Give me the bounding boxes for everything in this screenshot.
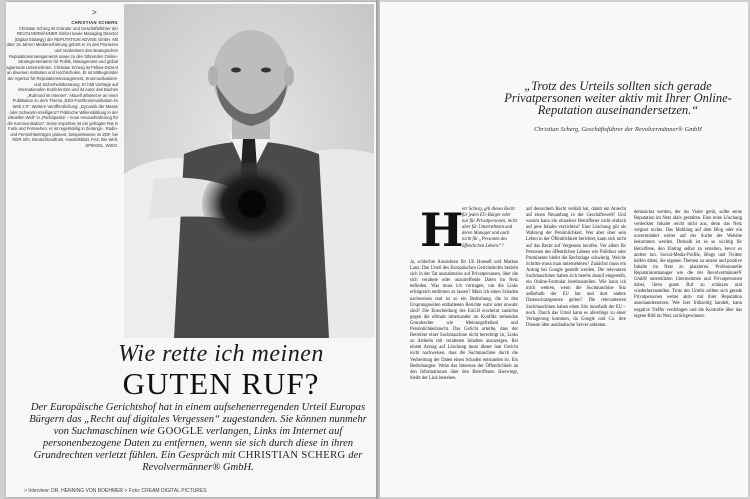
article-column-1 xyxy=(410,260,518,384)
teaser-text xyxy=(22,402,374,474)
teaser-part2: verlangen, Links im Internet auf personenbezogene Daten zu entfernen, wenn sie sich durch diese in ihren Grundrechten verletzt fühlen. Ein Gespräch mit xyxy=(33,426,354,461)
column-3-text: demnächst werden, der ins Visier gerät, sollte seine Reputation im Netz aktiv gestalten. Eine reine Löschung verdeckter Inhalte reicht nicht aus, denn das Netz vergisst nichts. Das Mobbing auf dem Blog oder ein unvermindert weiter auf der Suche der Website bekommen werden. Deshalb ist es so wichtig für Betroffene, den Eintrag selbst zu erstellen, bevor es andere tun. Social-Media-Profile, Blogs und Twitter helfen dabei, die eigenen Themen zu setzen und positive Inhalte im Netz zu platzieren. Professionelle Reputationsmanager wie die der Revolvermänner® GmbH unterstützen Unternehmen und Privatpersonen dabei, ihren guten Ruf zu schützen und wiederherzustellen. Trotz des Urteils sollten sich gerade Privatpersonen weiter aktiv mit ihrer Reputation auseinandersetzen. Wer hier frühzeitig handelt, kann negative Treffer verdrängen und die Kontrolle über das eigene Bild im Netz zurückgewinnen. xyxy=(634,210,742,319)
portrait-photo xyxy=(124,4,374,338)
author-name: CHRISTIAN SCHERG xyxy=(71,20,118,25)
teaser-google: GOOGLE xyxy=(157,426,204,437)
author-bio-column xyxy=(6,10,118,149)
right-page xyxy=(380,2,748,497)
left-page xyxy=(6,2,378,497)
dropcap-letter xyxy=(418,203,464,257)
column-1-text: Ja, schlechte Aussichten für Uli Hoeneß und Markus Lanz: Das Urteil des Europäischen Gerichtshofes bezieht sich in der Tat ausnahmslos auf Privatpersonen, über die sich veraltete oder unzutreffende Daten im Netz befinden. Was muss ich vortragen, um die Links erfolgreich entfernen zu lassen? Muss ich einen Schaden nachweisen und ist so ein Bedrohung, die in den Ursprungsseiten enthaltenen Berichte wahr oder unwahr sind? Die Entscheidung des EuGH erscheint zunächst gegen die oftmals miteinander im Konflikt stehenden Grundrechte wie Meinungsfreiheit und Persönlichkeitsrecht. Das Gericht urteilte, dass der Betreiber einer Suchmaschine nicht berechtigt ist, Links zu Artikeln mit veralteten Inhalten anzuzeigen. Bei einem Antrag auf Löschung muss dieser laut Gericht nicht nachweisen, dass die Suchmaschine durch die Verbreitung der Daten einen Schaden entstanden ist. Ein Bedrohungen: Wenn das Interesse der Öffentlichkeit an den Informationen über den Betroffenen überwiegt, bleibt der Link bestehen. xyxy=(410,260,518,381)
svg-text:H: H xyxy=(420,203,464,257)
arrow-icon: > xyxy=(92,8,97,17)
author-bio: Christian Scherg ist Gründer und Geschäftsführer der REVOLVERMÄNNER GmbH sowie Managing Director (Digital Strategy) der REPUTATION ADVISE GmbH. Mit über 15 Jahren Medienerfahrung gehört er zu den Pionieren und Vordenkern des strategischen Reputationsmanagements sowie zu den führenden Online-Strategie-Beratern für Politik, Management und global agierende Unternehmen. Christian Scherg ist Fellow-Dozent an diversen Instituten und Hochschulen. Er ist Mitbegründer der Agentur für Reputationsmanagement, Kommunikations- und Sicherheitsberatung. Er hält Vorträge auf internationalen Konferenzen und ist Autor des Buches „Rufmord im Internet“. Aktuell arbeitet er an einer Publikation zu dem Thema „ESG-Fachkommunikation im Web 2.0“. Weitere Veröffentlichung: „Dynamik der Masse oder Schwarm-Intelligenz? Politische Willensbildung in der virtuellen Welt“ in „Partizipation – neue Herausforderung für die Kommunikation“. Seine Expertise ist ein gefragter Rat in Funk und Fernsehen, er ist regelmäßig in Zeitungs-, Radio- und Fernsehbeiträgen präsent, beispielsweise im ZDF, bei NDR Info, Deutschlandfunk, Handelsblatt, FAZ, Die Welt, SPIEGEL, WISO. xyxy=(6,25,118,149)
pull-quote: „Trotz des Urteils sollten sich gerade Privatpersonen weiter aktiv mit Ihrer Online-Reputation auseinandersetzen.“ xyxy=(504,79,732,117)
teaser-part1: Der Europäische Gerichtshof hat in einem aufsehenerregenden Urteil Europas Bürgern das „Recht auf digitales Vergessen“ zugestanden. Sie können nunmehr von Suchmaschinen wie xyxy=(29,402,367,437)
teaser-part3: der Revolvermänner® GmbH. xyxy=(142,450,363,473)
photo-credits: > Interview: DR. HENNING VON BOEHMER > Foto: CREAM DIGITAL PICTURES xyxy=(24,488,207,494)
headline-line2: GUTEN RUF? xyxy=(122,366,320,401)
column-2-text: auf deutschem Recht verhält hat, damit ein Anrecht auf einen Neuanfang in der Geschäftswelt? Und warum kann ein einzelner Betroffener nicht einfach auf jene Inhalte verzichten? Eine Löschung gilt als Wahrung der Persönlichkeit. Wer aber über sein Leben in der Öffentlichkeit berichtet, kann sich nicht auf das Recht auf Vergessen berufen. Vor allem für Personen des öffentlichen Lebens wie Politiker oder Prominente bleibt die Rechtslage schwierig. Welche Schritte muss man unternehmen? Zunächst muss ein Antrag bei Google gestellt werden. Die relevanten Suchmaschinen haben sich bereits darauf eingestellt, ein Online-Formular bereitzustellen. Wie kann ich mich wehren, wenn die Suchmaschine Sitz außerhalb der EU hat und dort andere Datenschutzgesetze gelten? Die relevantesten Suchmaschinen haben einen Sitz innerhalb der EU – noch. Durch das Urteil kann es allerdings zu einer Verlagerung kommen, da Google und Co. ihre Dienste über ausländische Server anbieten. xyxy=(526,207,626,328)
article-column-2 xyxy=(526,207,626,331)
interview-intro: err Scherg, gilt dieses Recht für jeden EU-Bürger oder nur für Privatpersonen, nicht aber für Unternehmen und deren Manager und auch nicht für „Personen des öffentlichen Lebens“? xyxy=(462,207,517,249)
quote-attribution: Christian Scherg, Geschäftsführer der Revolvermänner® GmbH xyxy=(534,126,702,133)
teaser-person: CHRISTIAN SCHERG xyxy=(238,450,346,461)
article-column-3 xyxy=(634,210,742,322)
headline-line1: Wie rette ich meinen xyxy=(118,341,324,367)
